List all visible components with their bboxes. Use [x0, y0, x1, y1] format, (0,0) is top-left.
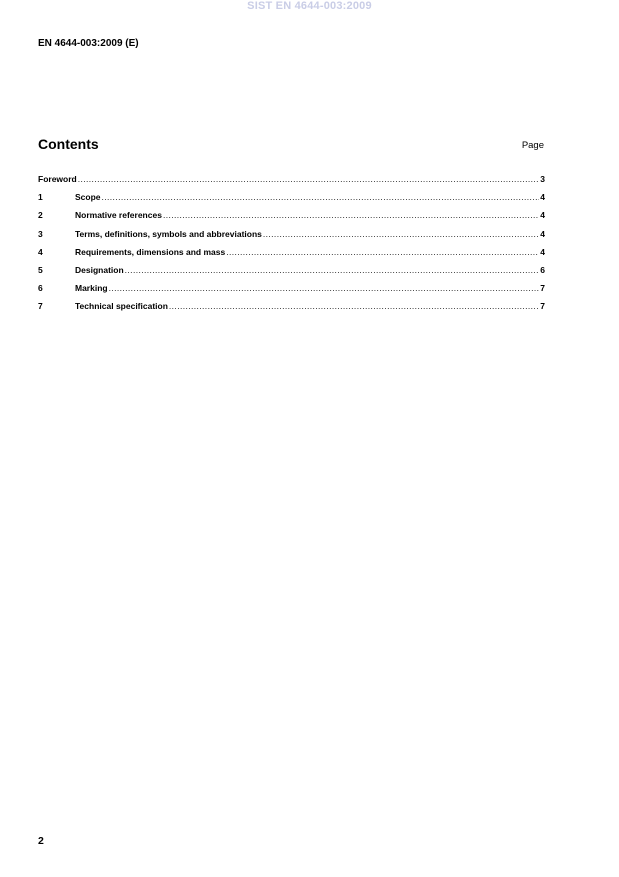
watermark: SIST EN 4644-003:2009: [247, 0, 372, 12]
toc-leader-dots: [125, 265, 540, 275]
toc-entry-title: Marking: [75, 283, 108, 294]
toc-entry-page: 4: [540, 210, 545, 221]
toc-entry-number: 6: [38, 283, 43, 294]
toc-leader-dots: [102, 192, 540, 202]
toc-entry-title: Requirements, dimensions and mass: [75, 246, 226, 257]
toc-entry-title: Terms, definitions, symbols and abbreviations: [75, 228, 262, 239]
toc-leader-dots: [263, 229, 539, 239]
toc-entry-number: 4: [38, 246, 43, 257]
toc-leader-dots: [163, 210, 539, 220]
toc-leader-dots: [78, 174, 540, 184]
document-id: EN 4644-003:2009 (E): [38, 38, 139, 49]
toc-entry-page: 4: [540, 228, 545, 239]
toc-entry-page: 4: [540, 192, 545, 203]
toc-entry-page: 7: [540, 283, 545, 294]
toc-entry-title: Scope: [75, 192, 101, 203]
toc-entry-number: 3: [38, 228, 43, 239]
contents-title: Contents: [38, 136, 99, 152]
toc-entry-number: 1: [38, 192, 43, 203]
toc-entry-page: 3: [540, 174, 545, 184]
toc-leader-dots: [169, 301, 539, 311]
toc-entry-page: 7: [540, 301, 545, 312]
toc-entry-technical-specification[interactable]: [38, 301, 545, 319]
toc-entry-foreword[interactable]: [38, 174, 545, 192]
toc-entry-number: 5: [38, 264, 43, 275]
toc-entry-title: Normative references: [75, 210, 162, 221]
toc-entry-title: Technical specification: [75, 301, 168, 312]
toc-entry-title: Foreword: [38, 174, 77, 184]
toc-entry-page: 6: [540, 264, 545, 275]
toc-entry-number: 7: [38, 301, 43, 312]
page-number: 2: [38, 835, 44, 847]
toc-entry-marking[interactable]: [38, 283, 545, 301]
toc-entry-requirements[interactable]: [38, 247, 545, 265]
toc-leader-dots: [226, 247, 539, 257]
toc-entry-number: 2: [38, 210, 43, 221]
table-of-contents: [38, 174, 545, 320]
toc-entry-terms-definitions[interactable]: [38, 229, 545, 247]
toc-leader-dots: [109, 283, 540, 293]
toc-entry-designation[interactable]: [38, 265, 545, 283]
toc-entry-title: Designation: [75, 264, 124, 275]
toc-entry-scope[interactable]: [38, 192, 545, 210]
toc-entry-normative-references[interactable]: [38, 210, 545, 228]
toc-entry-page: 4: [540, 246, 545, 257]
page-column-label: Page: [521, 140, 544, 151]
